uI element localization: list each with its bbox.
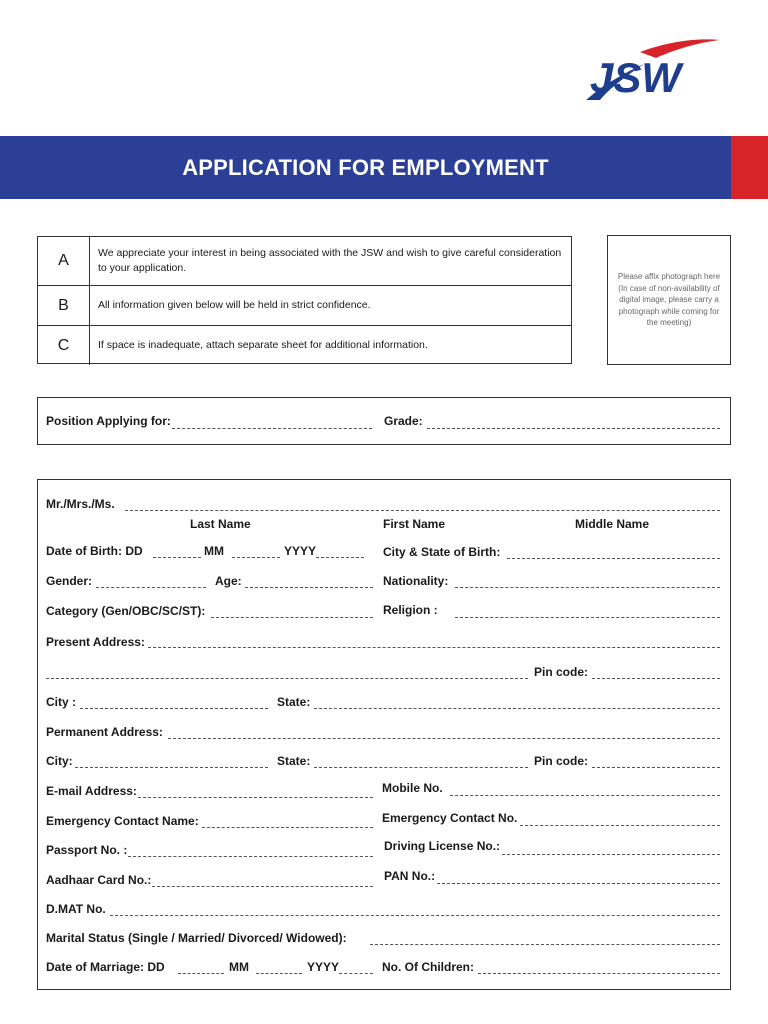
state-label: State: bbox=[277, 695, 311, 709]
city-state-birth-field[interactable] bbox=[507, 558, 720, 559]
note-row bbox=[38, 326, 571, 365]
permanent-address-label: Permanent Address: bbox=[46, 725, 163, 739]
pin-code-label: Pin code: bbox=[534, 665, 589, 679]
note-letter: A bbox=[38, 237, 90, 285]
middle-name-caption: Middle Name bbox=[575, 517, 650, 531]
dom-yyyy-field[interactable] bbox=[339, 973, 373, 974]
aadhaar-field[interactable] bbox=[152, 886, 373, 887]
present-address-label: Present Address: bbox=[46, 635, 145, 649]
gender-field[interactable] bbox=[96, 587, 206, 588]
marital-status-field[interactable] bbox=[370, 944, 720, 945]
note-row bbox=[38, 286, 571, 326]
first-name-caption: First Name bbox=[383, 517, 446, 531]
note-letter: B bbox=[38, 286, 90, 325]
children-label: No. Of Children: bbox=[382, 960, 474, 974]
last-name-caption: Last Name bbox=[190, 517, 251, 531]
city-label: City : bbox=[46, 695, 76, 709]
name-field[interactable] bbox=[125, 510, 720, 511]
position-label: Position Applying for: bbox=[46, 414, 171, 428]
category-field[interactable] bbox=[211, 617, 373, 618]
dom-dd-field[interactable] bbox=[178, 973, 224, 974]
email-label: E-mail Address: bbox=[46, 784, 137, 798]
page-title: APPLICATION FOR EMPLOYMENT bbox=[182, 154, 549, 180]
dom-label: Date of Marriage: DD bbox=[46, 960, 165, 974]
passport-field[interactable] bbox=[128, 856, 373, 857]
dob-mm-label: MM bbox=[204, 544, 224, 558]
driving-license-field[interactable] bbox=[502, 854, 720, 855]
dom-mm-field[interactable] bbox=[256, 973, 302, 974]
pin-code-label-2: Pin code: bbox=[534, 754, 589, 768]
state-field[interactable] bbox=[314, 708, 720, 709]
dob-yyyy-field[interactable] bbox=[316, 557, 364, 558]
passport-label: Passport No. : bbox=[46, 843, 128, 857]
mobile-field[interactable] bbox=[450, 795, 720, 796]
name-label: Mr./Mrs./Ms. bbox=[46, 497, 115, 511]
category-label: Category (Gen/OBC/SC/ST): bbox=[46, 604, 206, 618]
grade-field[interactable] bbox=[427, 428, 720, 429]
photo-box[interactable]: Please affix photograph here (In case of non-availability of digital image, please carry a photograph while coming for the meeting) bbox=[607, 235, 731, 365]
emergency-no-label: Emergency Contact No. bbox=[382, 811, 518, 825]
notes-table bbox=[37, 236, 572, 364]
svg-text:JSW: JSW bbox=[590, 54, 682, 101]
emergency-name-label: Emergency Contact Name: bbox=[46, 814, 199, 828]
dom-yyyy-label: YYYY bbox=[307, 960, 340, 974]
age-label: Age: bbox=[215, 574, 242, 588]
present-address-field-2[interactable] bbox=[46, 678, 528, 679]
mobile-label: Mobile No. bbox=[382, 781, 443, 795]
dmat-field[interactable] bbox=[110, 915, 720, 916]
note-text: If space is inadequate, attach separate sheet for additional information. bbox=[98, 339, 428, 351]
dob-label: Date of Birth: DD bbox=[46, 544, 143, 558]
emergency-name-field[interactable] bbox=[202, 827, 373, 828]
city-label-2: City: bbox=[46, 754, 73, 768]
note-letter: C bbox=[38, 326, 90, 365]
dob-yyyy-label: YYYY bbox=[284, 544, 317, 558]
permanent-address-field[interactable] bbox=[168, 738, 720, 739]
marital-status-label: Marital Status (Single / Married/ Divorced/ Widowed): bbox=[46, 931, 347, 945]
note-text: We appreciate your interest in being associated with the JSW and wish to give careful consideration to your application. bbox=[98, 247, 562, 274]
emergency-no-field[interactable] bbox=[520, 825, 720, 826]
note-row bbox=[38, 237, 571, 286]
religion-label: Religion : bbox=[383, 603, 438, 617]
pin-code-field-2[interactable] bbox=[592, 767, 720, 768]
religion-field[interactable] bbox=[455, 617, 720, 618]
state-field-2[interactable] bbox=[314, 767, 528, 768]
pan-field[interactable] bbox=[437, 883, 720, 884]
position-field[interactable] bbox=[172, 428, 372, 429]
banner-accent bbox=[731, 136, 768, 199]
email-field[interactable] bbox=[138, 797, 373, 798]
pin-code-field[interactable] bbox=[592, 678, 720, 679]
grade-label: Grade: bbox=[384, 414, 423, 428]
city-field[interactable] bbox=[80, 708, 268, 709]
city-state-birth-label: City & State of Birth: bbox=[383, 545, 501, 559]
gender-label: Gender: bbox=[46, 574, 93, 588]
children-field[interactable] bbox=[478, 973, 720, 974]
dom-mm-label: MM bbox=[229, 960, 249, 974]
header-banner bbox=[0, 136, 731, 199]
state-label-2: State: bbox=[277, 754, 311, 768]
note-text: All information given below will be held in strict confidence. bbox=[98, 299, 371, 311]
age-field[interactable] bbox=[245, 587, 373, 588]
nationality-label: Nationality: bbox=[383, 574, 449, 588]
pan-label: PAN No.: bbox=[384, 869, 436, 883]
dmat-label: D.MAT No. bbox=[46, 902, 106, 916]
aadhaar-label: Aadhaar Card No.: bbox=[46, 873, 152, 887]
jsw-logo bbox=[582, 34, 734, 106]
nationality-field[interactable] bbox=[455, 587, 720, 588]
dob-dd-field[interactable] bbox=[153, 557, 201, 558]
city-field-2[interactable] bbox=[75, 767, 268, 768]
present-address-field[interactable] bbox=[148, 647, 720, 648]
driving-license-label: Driving License No.: bbox=[384, 839, 501, 853]
dob-mm-field[interactable] bbox=[232, 557, 280, 558]
